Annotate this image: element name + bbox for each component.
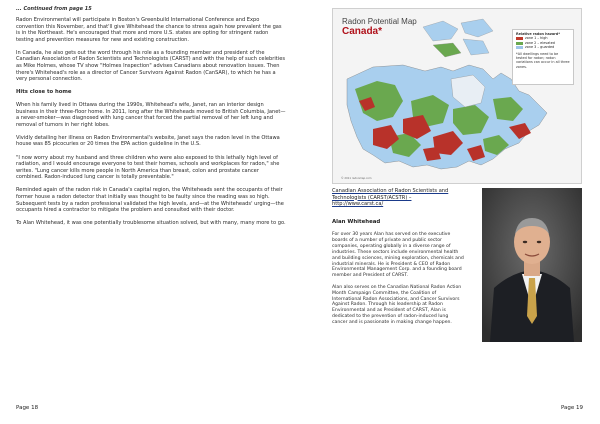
bio-paragraph: Alan also serves on the Canadian National Radon Action Month Campaign Committee, the Coalition of International Radon Associations, and Cancer Survivors Against Radon. Through his leadership at Radon Environmental and as President of CARST, Alan is dedicated to the prevention of radon-induced lung cancer and is passionate in making change happen. xyxy=(332,284,462,326)
section-heading: Hits close to home xyxy=(16,89,72,96)
map-credit: © 2011 radonmap.com xyxy=(341,177,372,180)
legend-swatch xyxy=(516,46,523,49)
map-subtitle: Canada* xyxy=(342,26,383,37)
legend-label: zone 3 – guarded xyxy=(525,45,555,50)
legend-item xyxy=(516,45,570,49)
continued-note: ... Continued from page 15 xyxy=(16,6,92,12)
legend-title: Relative radon hazard* xyxy=(516,32,560,36)
legend-label: zone 2 – elevated xyxy=(525,40,555,45)
bio-text xyxy=(332,232,464,332)
portrait-photo xyxy=(482,188,582,342)
paragraph: In Canada, he also gets out the word through his role as a founding member and president of the Canadian Association of Radon Scientists and Technologists (CARST) and with the help of such celebrities as Mike Holmes, whose TV show "Holmes Inspection" advises Canadians about renovation issues. Then there's Whitehead's role as a director of Cancer Survivors Against Radon (CanSAR), to which he has a very personal connection. xyxy=(16,49,285,83)
bio-paragraph: For over 30 years Alan has served on the executive boards of a number of private and public sector companies, operating globally in a diverse range of industries. These sectors include environmental health and building sciences, mining exploration, chemicals and industrial minerals. He is President & CEO of Radon Environmental Management Corp. and a founding board member and President of CARST. xyxy=(332,232,464,279)
article-body xyxy=(16,17,286,233)
paragraph: When his family lived in Ottawa during the 1990s, Whitehead's wife, Janet, ran an interior design business in their three-floor home. In 2011, long after the Whiteheads moved to British Columbia, Janet—a never-smoker—was diagnosed with lung cancer that forced the partial removal of her left lung and removal of tumors in her right lobes. xyxy=(16,101,286,128)
page-number-left: Page 18 xyxy=(16,405,39,411)
right-page xyxy=(300,0,600,424)
paragraph: To Alan Whitehead, it was one potentially troublesome situation solved, but with many, many more to go. xyxy=(16,220,286,227)
legend-swatch xyxy=(516,42,523,45)
map-title: Radon Potential Map xyxy=(342,17,417,26)
portrait-graphic xyxy=(482,188,582,342)
carst-link[interactable] xyxy=(332,188,462,208)
legend-note: *All dwellings need to be tested for radon; radon variations can occur in all three zones. xyxy=(516,51,570,69)
radon-map xyxy=(332,8,582,184)
paragraph: Radon Environmental will participate in Boston's Greenbuild International Conference and Expo convention this November, and that'll give Whitehead the chance to stress again how prevalent the gas is in the Northeast. He's encouraged that more and more U.S. states are opting for stringent radon testing and prevention measures for new and existing construction. xyxy=(16,17,282,43)
map-legend xyxy=(512,29,574,85)
legend-label: zone 1 – high xyxy=(525,36,548,41)
page-number-right: Page 19 xyxy=(560,405,583,411)
bio-name: Alan Whitehead xyxy=(332,219,381,225)
paragraph: "I now worry about my husband and three children who were also exposed to this lethally high level of radiation, and I would encourage everyone to test their homes, schools and workplaces for radon," she writes. "Lung cancer kills more people in North America than breast, colon and prostate cancer combined. Radon-induced lung cancer is totally preventable." xyxy=(16,154,280,181)
paragraph: Reminded again of the radon risk in Canada's capital region, the Whiteheads sent the occupants of their former house a radon detector that initially was thought to be faulty since the reading was so high. Subsequent tests by a radon professional validated the high levels, and—at the Whiteheads' urging—the occupants hired a contractor to mitigate the problem and consulted with their doctor. xyxy=(16,187,284,214)
carst-link-text[interactable]: Canadian Association of Radon Scientists and Technologists (CARST/ACSTR) – http://www.carst.ca/ xyxy=(332,188,449,207)
legend-swatch xyxy=(516,37,523,40)
paragraph: Vividly detailing her illness on Radon Environmental's website, Janet says the radon level in the Ottawa house was 85 picocuries or 20 times the EPA action guideline in the U.S. xyxy=(16,134,280,148)
